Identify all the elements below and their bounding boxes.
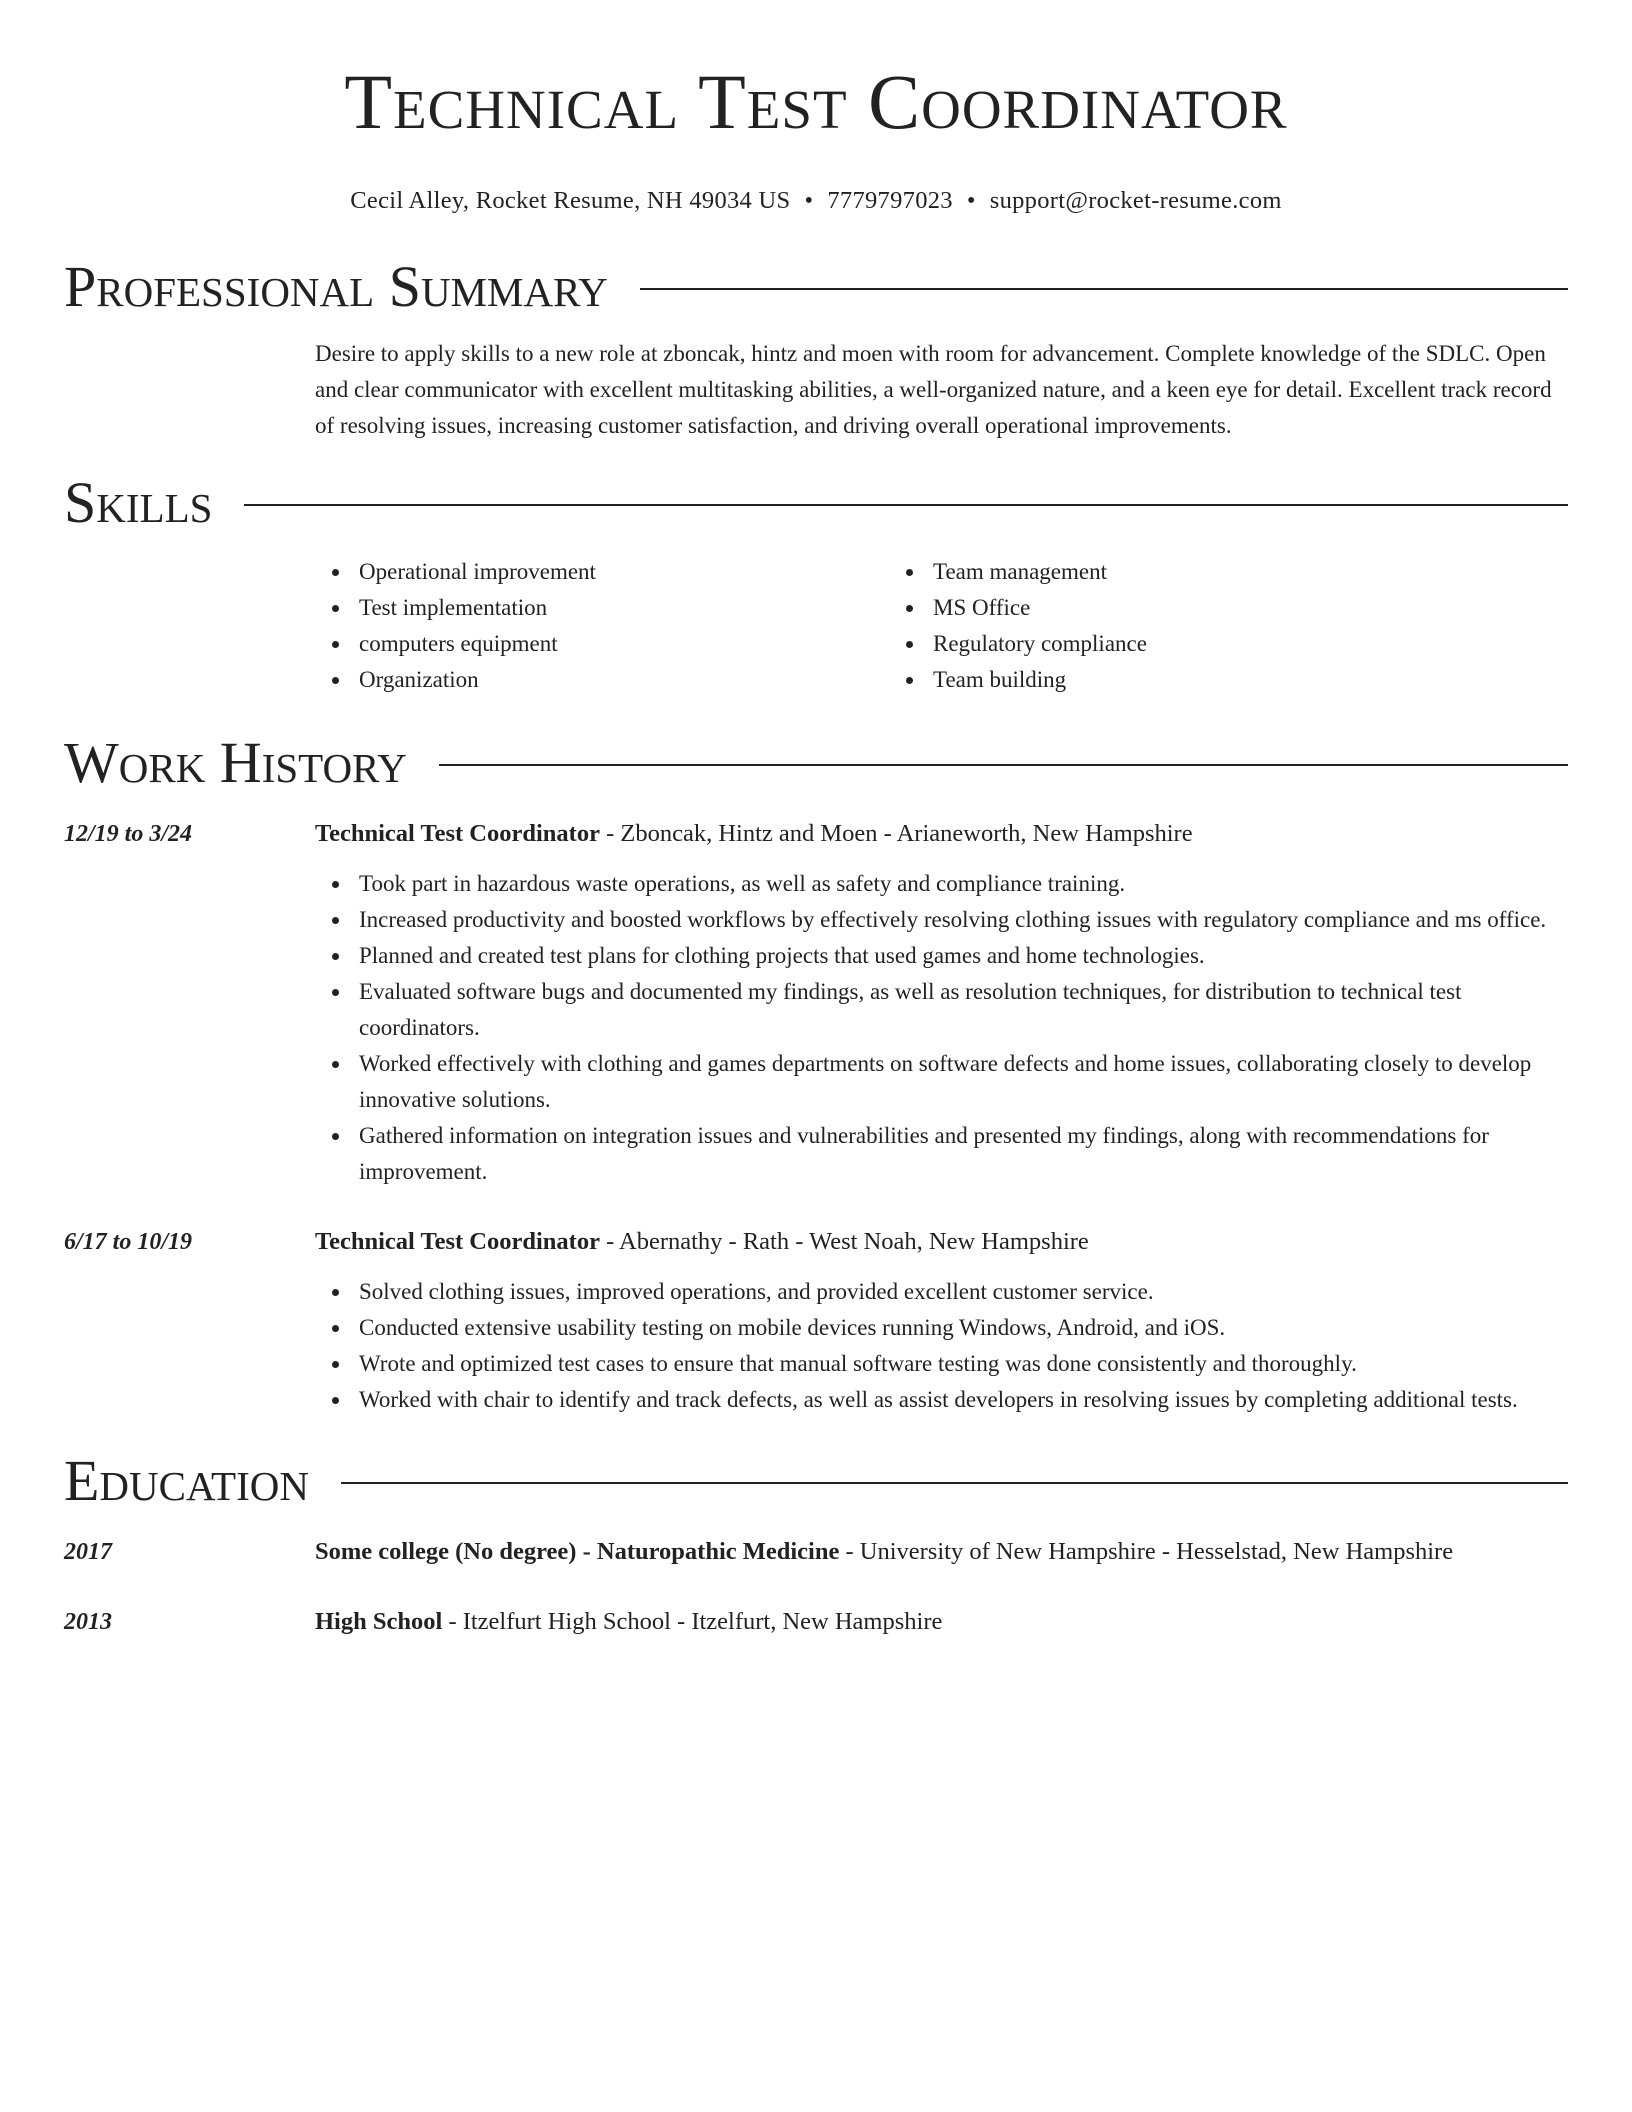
skill-item: Regulatory compliance — [933, 626, 1463, 662]
job-employer: - Abernathy - Rath - West Noah, New Hampshire — [599, 1228, 1089, 1255]
job-duty-item: Increased productivity and boosted workflows by effectively resolving clothing issues with regulatory compliance and ms office. — [359, 902, 1568, 938]
job-header — [64, 1224, 1568, 1260]
skill-item: Team building — [933, 662, 1463, 698]
education-heading — [64, 1446, 1568, 1516]
job-header — [64, 816, 1568, 852]
education-school: - Itzelfurt High School - Itzelfurt, New Hampshire — [442, 1608, 943, 1635]
skills-heading — [64, 468, 1568, 538]
job-dates: 12/19 to 3/24 — [64, 821, 193, 847]
contact-separator: • — [966, 187, 976, 214]
job-duty-item: Solved clothing issues, improved operations, and provided excellent customer service. — [359, 1274, 1568, 1310]
job-entry — [64, 1224, 1568, 1418]
job-headline — [315, 1224, 1089, 1260]
education-headline — [315, 1534, 1453, 1570]
job-duty-item: Evaluated software bugs and documented my findings, as well as resolution techniques, for distribution to technical test coordinators. — [359, 974, 1568, 1046]
skill-item: Test implementation — [359, 590, 889, 626]
job-dates: 6/17 to 10/19 — [64, 1229, 193, 1255]
contact-address: Cecil Alley, Rocket Resume, NH 49034 US — [350, 187, 791, 214]
section-divider — [341, 1482, 1568, 1484]
section-divider — [244, 504, 1568, 506]
job-duty-item: Worked with chair to identify and track defects, as well as assist developers in resolving issues by completing additional tests. — [359, 1382, 1568, 1418]
work-heading-text: Work History — [64, 730, 407, 795]
education-entry — [64, 1604, 1568, 1640]
job-title: Technical Test Coordinator — [315, 820, 600, 847]
skills-column-left — [315, 554, 889, 698]
job-title: Technical Test Coordinator — [315, 1228, 600, 1255]
education-year: 2013 — [64, 1609, 112, 1635]
job-entry — [64, 816, 1568, 1190]
contact-email: support@rocket-resume.com — [989, 187, 1282, 214]
contact-line — [64, 184, 1568, 218]
education-degree: Some college (No degree) - Naturopathic Medicine — [315, 1538, 840, 1565]
summary-section — [64, 336, 1568, 444]
education-heading-text: Education — [64, 1448, 309, 1513]
skill-item: Organization — [359, 662, 889, 698]
education-degree: High School — [315, 1608, 443, 1635]
job-headline — [315, 816, 1193, 852]
work-heading — [64, 728, 1568, 798]
contact-separator: • — [804, 187, 814, 214]
education-year: 2017 — [64, 1539, 112, 1565]
education-headline — [315, 1604, 942, 1640]
skills-heading-text: Skills — [64, 470, 213, 535]
skills-list — [64, 554, 1568, 698]
skill-item: Team management — [933, 554, 1463, 590]
skill-item: Operational improvement — [359, 554, 889, 590]
job-duties — [64, 1274, 1568, 1418]
job-duty-item: Gathered information on integration issues and vulnerabilities and presented my findings, along with recommendations for improvement. — [359, 1118, 1568, 1190]
education-entry — [64, 1534, 1568, 1570]
summary-heading-text: Professional Summary — [64, 254, 608, 319]
job-duty-item: Wrote and optimized test cases to ensure that manual software testing was done consistently and thoroughly. — [359, 1346, 1568, 1382]
job-duty-item: Took part in hazardous waste operations, as well as safety and compliance training. — [359, 866, 1568, 902]
skill-item: MS Office — [933, 590, 1463, 626]
section-divider — [439, 764, 1568, 766]
contact-phone: 7779797023 — [827, 187, 953, 214]
job-duty-item: Planned and created test plans for clothing projects that used games and home technologies. — [359, 938, 1568, 974]
resume-title: Technical Test Coordinator — [344, 58, 1288, 145]
skill-item: computers equipment — [359, 626, 889, 662]
job-employer: - Zboncak, Hintz and Moen - Arianeworth, New Hampshire — [599, 820, 1193, 847]
skills-column-right — [889, 554, 1463, 698]
job-duty-item: Worked effectively with clothing and games departments on software defects and home issues, collaborating closely to develop innovative solutions. — [359, 1046, 1568, 1118]
summary-heading — [64, 252, 1568, 322]
job-duty-item: Conducted extensive usability testing on mobile devices running Windows, Android, and iOS. — [359, 1310, 1568, 1346]
summary-text: Desire to apply skills to a new role at zboncak, hintz and moen with room for advancement. Complete knowledge of the SDLC. Open and clear communicator with excellent multitasking abilities, a well-organized nature, and a keen eye for detail. Excellent track record of resolving issues, increasing customer satisfaction, and driving overall operational improvements. — [315, 341, 1552, 438]
section-divider — [640, 288, 1568, 290]
education-school: - University of New Hampshire - Hesselstad, New Hampshire — [839, 1538, 1454, 1565]
job-duties — [64, 866, 1568, 1190]
